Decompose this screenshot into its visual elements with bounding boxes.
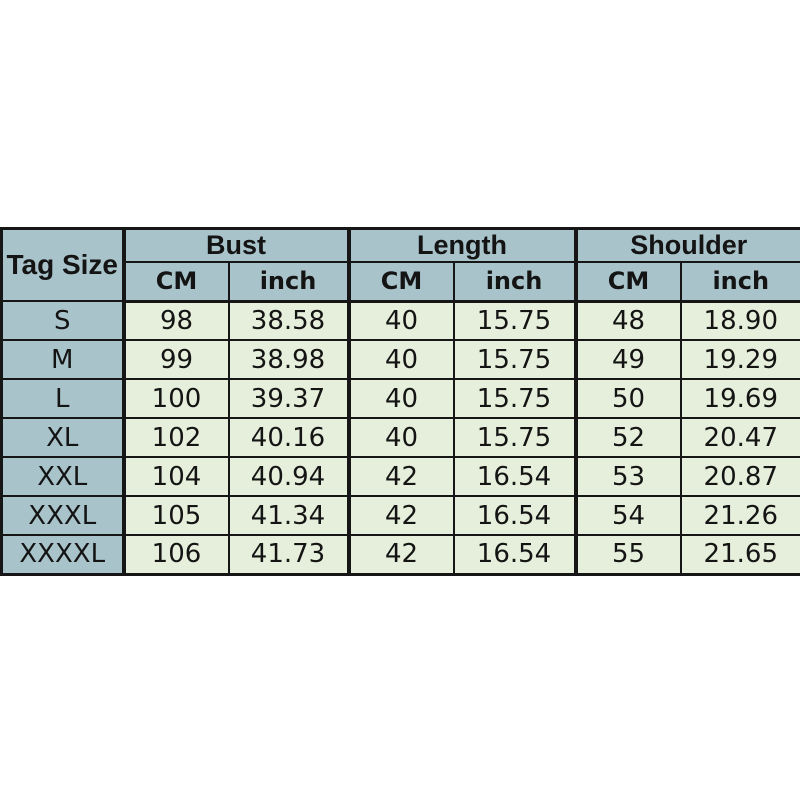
cell-shoulder-inch: 20.87 xyxy=(681,457,800,496)
cell-bust-cm: 105 xyxy=(124,496,229,535)
row-label: S xyxy=(2,301,124,340)
cell-bust-cm: 102 xyxy=(124,418,229,457)
row-label: XXL xyxy=(2,457,124,496)
cell-length-inch: 16.54 xyxy=(454,496,576,535)
cell-length-inch: 15.75 xyxy=(454,418,576,457)
cell-length-cm: 42 xyxy=(349,535,454,574)
cell-bust-inch: 41.34 xyxy=(229,496,349,535)
cell-length-cm: 40 xyxy=(349,340,454,379)
cell-length-inch: 16.54 xyxy=(454,535,576,574)
cell-shoulder-cm: 50 xyxy=(576,379,681,418)
cell-bust-cm: 104 xyxy=(124,457,229,496)
cell-shoulder-cm: 55 xyxy=(576,535,681,574)
cell-bust-cm: 100 xyxy=(124,379,229,418)
cell-bust-inch: 38.98 xyxy=(229,340,349,379)
corner-header-tag-size: Tag Size xyxy=(2,229,124,302)
cell-shoulder-inch: 19.69 xyxy=(681,379,800,418)
table-row-s xyxy=(2,301,800,340)
cell-length-cm: 40 xyxy=(349,418,454,457)
subheader-length-inch: inch xyxy=(454,262,576,301)
table-row-xxxl xyxy=(2,496,800,535)
subheader-shoulder-inch: inch xyxy=(681,262,800,301)
subheader-length-cm: CM xyxy=(349,262,454,301)
cell-shoulder-inch: 21.26 xyxy=(681,496,800,535)
cell-bust-cm: 99 xyxy=(124,340,229,379)
cell-bust-inch: 38.58 xyxy=(229,301,349,340)
cell-bust-inch: 40.94 xyxy=(229,457,349,496)
cell-length-cm: 42 xyxy=(349,496,454,535)
subheader-shoulder-cm: CM xyxy=(576,262,681,301)
cell-length-cm: 40 xyxy=(349,379,454,418)
cell-shoulder-inch: 20.47 xyxy=(681,418,800,457)
table-row-xxl xyxy=(2,457,800,496)
cell-length-cm: 42 xyxy=(349,457,454,496)
size-chart-table xyxy=(0,227,800,576)
cell-shoulder-cm: 48 xyxy=(576,301,681,340)
group-header-shoulder: Shoulder xyxy=(576,229,800,263)
cell-shoulder-cm: 52 xyxy=(576,418,681,457)
cell-shoulder-inch: 21.65 xyxy=(681,535,800,574)
cell-shoulder-cm: 49 xyxy=(576,340,681,379)
table-row-xxxxl xyxy=(2,535,800,574)
subheader-bust-cm: CM xyxy=(124,262,229,301)
cell-shoulder-cm: 54 xyxy=(576,496,681,535)
cell-bust-cm: 98 xyxy=(124,301,229,340)
cell-bust-inch: 40.16 xyxy=(229,418,349,457)
row-label: XXXL xyxy=(2,496,124,535)
cell-bust-inch: 39.37 xyxy=(229,379,349,418)
cell-length-inch: 15.75 xyxy=(454,301,576,340)
row-label: XL xyxy=(2,418,124,457)
group-header-bust: Bust xyxy=(124,229,349,263)
table-row-xl xyxy=(2,418,800,457)
row-label: XXXXL xyxy=(2,535,124,574)
subheader-bust-inch: inch xyxy=(229,262,349,301)
row-label: L xyxy=(2,379,124,418)
cell-length-inch: 15.75 xyxy=(454,379,576,418)
cell-length-inch: 16.54 xyxy=(454,457,576,496)
group-header-length: Length xyxy=(349,229,576,263)
table-row-m xyxy=(2,340,800,379)
cell-bust-inch: 41.73 xyxy=(229,535,349,574)
cell-length-inch: 15.75 xyxy=(454,340,576,379)
cell-shoulder-inch: 19.29 xyxy=(681,340,800,379)
table-row-l xyxy=(2,379,800,418)
header-group-row xyxy=(2,229,800,263)
row-label: M xyxy=(2,340,124,379)
cell-length-cm: 40 xyxy=(349,301,454,340)
cell-bust-cm: 106 xyxy=(124,535,229,574)
cell-shoulder-cm: 53 xyxy=(576,457,681,496)
cell-shoulder-inch: 18.90 xyxy=(681,301,800,340)
